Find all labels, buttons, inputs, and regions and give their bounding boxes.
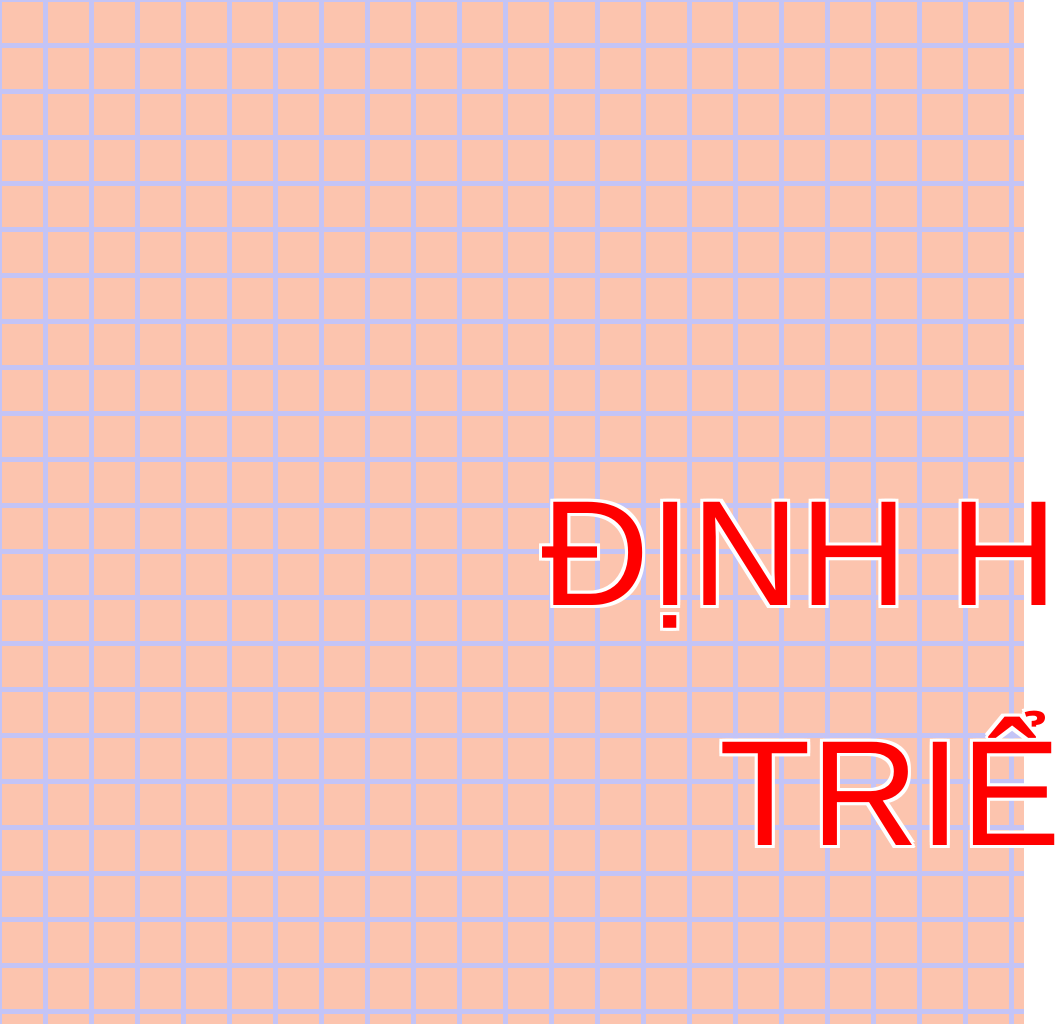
title-line-2: TRIỂ (719, 709, 1061, 877)
title-line-1: ĐỊNH H (541, 469, 1058, 637)
